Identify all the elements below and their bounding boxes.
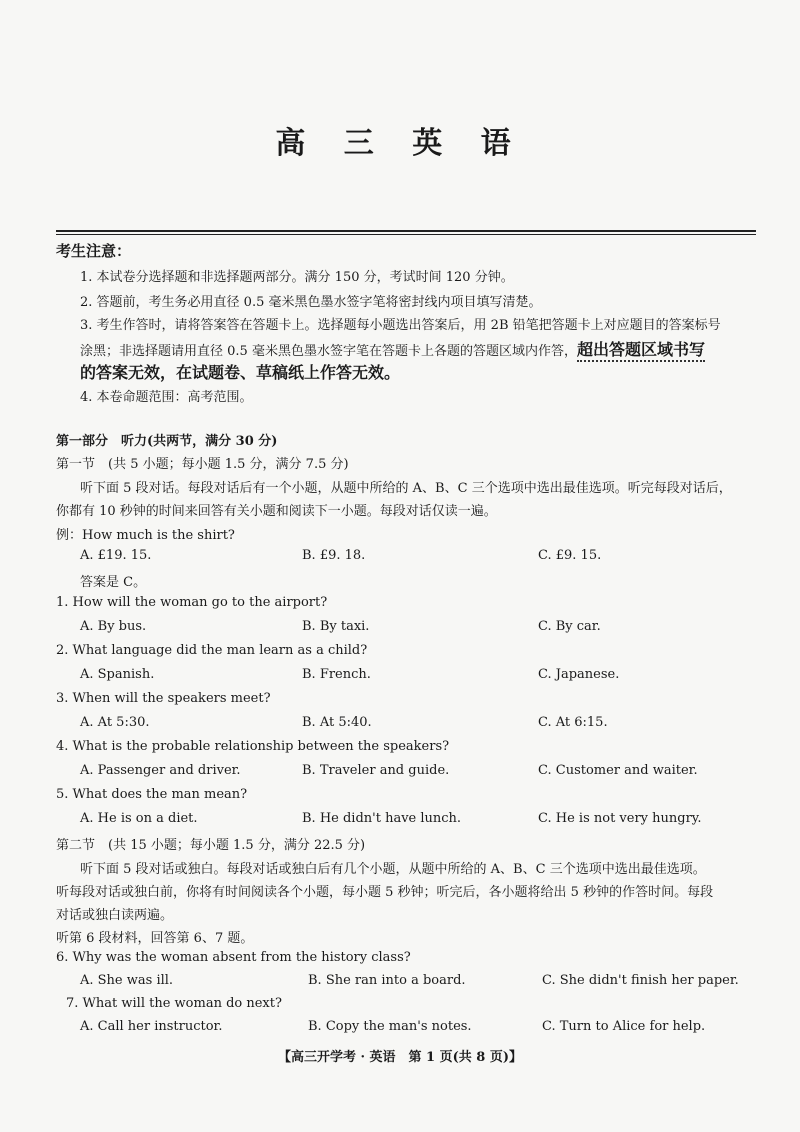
q1-option-a: A. By bus. bbox=[80, 619, 147, 634]
q7-option-a: A. Call her instructor. bbox=[80, 1019, 223, 1034]
question-6: 6. Why was the woman absent from the history class? bbox=[56, 950, 411, 965]
page-footer: 【高三开学考 · 英语 第 1 页(共 8 页)】 bbox=[277, 1050, 523, 1065]
question-7: 7. What will the woman do next? bbox=[66, 996, 282, 1011]
notice-emphasis-2: 的答案无效，在试题卷、草稿纸上作答无效。 bbox=[80, 363, 401, 382]
notice-item-3-text: 涂黑；非选择题请用直径 0.5 毫米黑色墨水签字笔在答题卡上各题的答题区域内作答， bbox=[80, 344, 577, 359]
part1-heading: 第一部分 听力(共两节，满分 30 分) bbox=[56, 434, 278, 449]
q7-option-b: B. Copy the man's notes. bbox=[308, 1019, 472, 1034]
q4-option-c: C. Customer and waiter. bbox=[538, 763, 698, 778]
notice-item-4: 4. 本卷命题范围：高考范围。 bbox=[80, 390, 253, 405]
q5-option-a: A. He is on a diet. bbox=[80, 811, 198, 826]
q4-option-b: B. Traveler and guide. bbox=[302, 763, 450, 778]
notice-item-1: 1. 本试卷分选择题和非选择题两部分。满分 150 分，考试时间 120 分钟。 bbox=[80, 270, 514, 285]
example-option-b: B. £9. 18. bbox=[302, 548, 366, 563]
q3-option-a: A. At 5:30. bbox=[80, 715, 150, 730]
notice-item-3: 3. 考生作答时，请将答案答在答题卡上。选择题每小题选出答案后，用 2B 铅笔把答题卡上对应题目的答案标号 bbox=[80, 318, 721, 333]
q4-option-a: A. Passenger and driver. bbox=[80, 763, 241, 778]
section2-instruction-3: 对话或独白读两遍。 bbox=[56, 908, 174, 923]
divider-thin bbox=[56, 234, 756, 235]
divider-thick bbox=[56, 230, 756, 232]
example-option-a: A. £19. 15. bbox=[80, 548, 152, 563]
q7-option-c: C. Turn to Alice for help. bbox=[542, 1019, 706, 1034]
section2-instruction-1: 听下面 5 段对话或独白。每段对话或独白后有几个小题，从题中所给的 A、B、C 三个选项中选出最佳选项。 bbox=[80, 862, 706, 877]
question-5: 5. What does the man mean? bbox=[56, 787, 248, 802]
section2-instruction-2: 听每段对话或独白前，你将有时间阅读各个小题，每小题 5 秒钟；听完后，各小题将给出 5 秒钟的作答时间。每段 bbox=[56, 885, 714, 900]
section1-heading: 第一节 (共 5 小题；每小题 1.5 分，满分 7.5 分) bbox=[56, 457, 349, 472]
section1-instruction-1: 听下面 5 段对话。每段对话后有一个小题，从题中所给的 A、B、C 三个选项中选出最佳选项。听完每段对话后， bbox=[80, 481, 732, 496]
q2-option-a: A. Spanish. bbox=[80, 667, 155, 682]
q1-option-b: B. By taxi. bbox=[302, 619, 370, 634]
example-answer: 答案是 C。 bbox=[80, 575, 147, 590]
section1-instruction-2: 你都有 10 秒钟的时间来回答有关小题和阅读下一小题。每段对话仅读一遍。 bbox=[56, 504, 497, 519]
q2-option-b: B. French. bbox=[302, 667, 371, 682]
question-1: 1. How will the woman go to the airport? bbox=[56, 595, 328, 610]
q3-option-c: C. At 6:15. bbox=[538, 715, 608, 730]
notice-item-2: 2. 答题前，考生务必用直径 0.5 毫米黑色墨水签字笔将密封线内项目填写清楚。 bbox=[80, 295, 542, 310]
question-4: 4. What is the probable relationship between the speakers? bbox=[56, 739, 450, 754]
notice-item-3-cont bbox=[80, 337, 705, 360]
q5-option-c: C. He is not very hungry. bbox=[538, 811, 702, 826]
question-2: 2. What language did the man learn as a child? bbox=[56, 643, 368, 658]
q2-option-c: C. Japanese. bbox=[538, 667, 620, 682]
q6-option-a: A. She was ill. bbox=[80, 973, 174, 988]
question-3: 3. When will the speakers meet? bbox=[56, 691, 271, 706]
q5-option-b: B. He didn't have lunch. bbox=[302, 811, 462, 826]
example-option-c: C. £9. 15. bbox=[538, 548, 602, 563]
section2-subheading: 听第 6 段材料，回答第 6、7 题。 bbox=[56, 931, 254, 946]
section2-heading: 第二节 (共 15 小题；每小题 1.5 分，满分 22.5 分) bbox=[56, 838, 366, 853]
notice-emphasis-1: 超出答题区域书写 bbox=[577, 340, 705, 362]
q6-option-b: B. She ran into a board. bbox=[308, 973, 466, 988]
page-title: 高 三 英 语 bbox=[275, 126, 525, 161]
q3-option-b: B. At 5:40. bbox=[302, 715, 372, 730]
example-question: 例：How much is the shirt? bbox=[56, 528, 235, 543]
q6-option-c: C. She didn't finish her paper. bbox=[542, 973, 739, 988]
notice-heading: 考生注意： bbox=[56, 242, 132, 260]
q1-option-c: C. By car. bbox=[538, 619, 601, 634]
